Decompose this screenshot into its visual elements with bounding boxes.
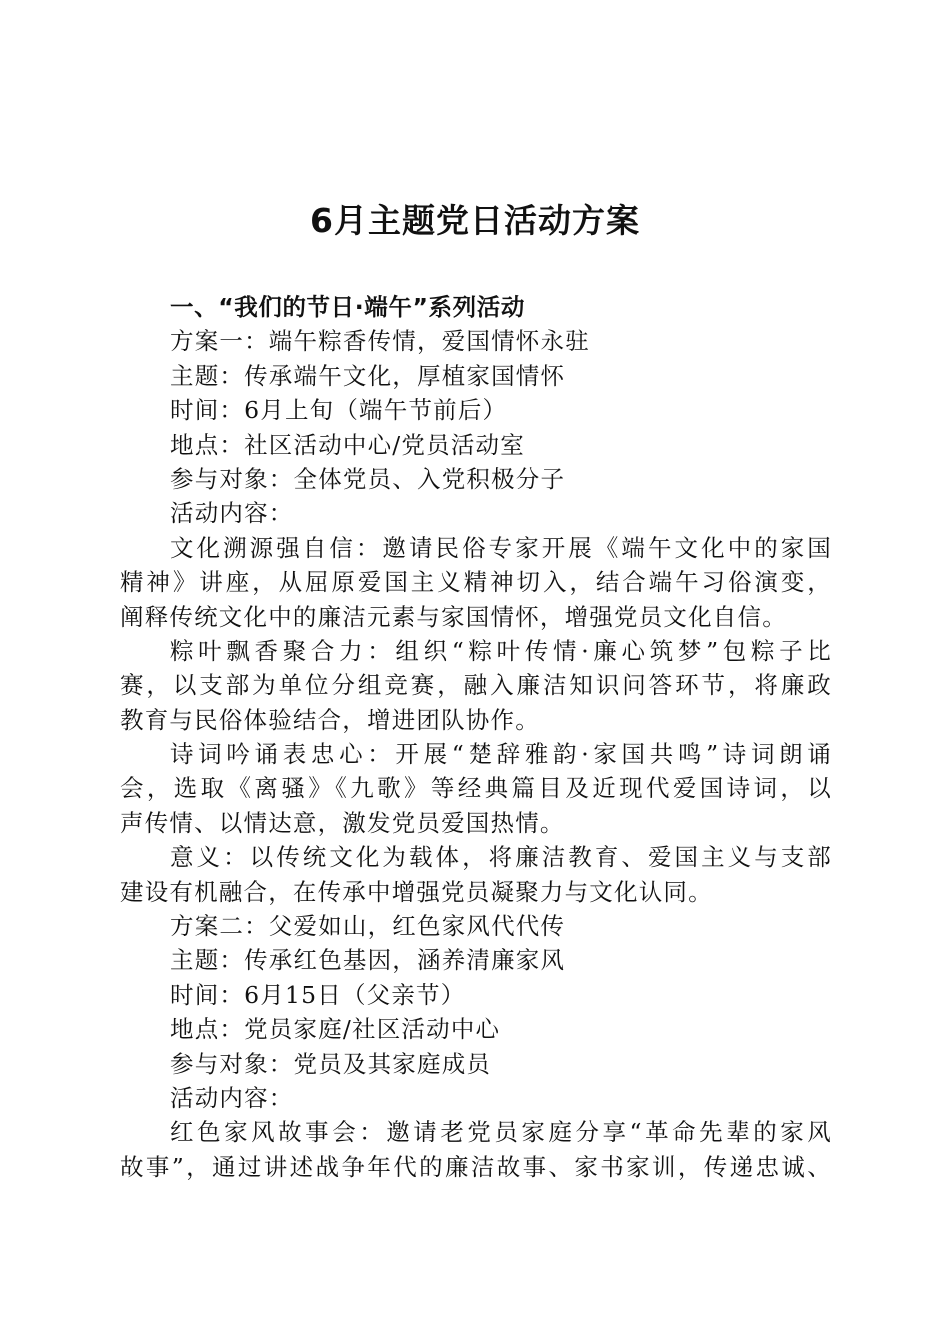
paragraph-line: 文化溯源强自信：邀请民俗专家开展《端午文化中的家国 — [170, 533, 832, 562]
paragraph-line: 赛，以支部为单位分组竞赛，融入廉洁知识问答环节，将廉政 — [120, 671, 832, 700]
plan-two-title: 方案二：父爱如山，红色家风代代传 — [170, 912, 566, 941]
plan-one-time: 时间：6月上旬（端午节前后） — [170, 396, 508, 425]
paragraph-line: 会，选取《离骚》《九歌》等经典篇目及近现代爱国诗词，以 — [120, 774, 832, 803]
paragraph-line: 教育与民俗体验结合，增进团队协作。 — [120, 705, 540, 734]
page-title: 6月主题党日活动方案 — [310, 201, 640, 240]
paragraph-line: 意义：以传统文化为载体，将廉洁教育、爱国主义与支部 — [170, 843, 832, 872]
paragraph-line: 故事”，通过讲述战争年代的廉洁故事、家书家训，传递忠诚、 — [120, 1152, 832, 1181]
plan-one-participants: 参与对象：全体党员、入党积极分子 — [170, 464, 566, 493]
paragraph-line: 粽叶飘香聚合力：组织“粽叶传情·廉心筑梦”包粽子比 — [170, 636, 832, 665]
plan-one-theme: 主题：传承端午文化，厚植家国情怀 — [170, 361, 566, 390]
plan-two-content-label: 活动内容： — [170, 1083, 294, 1112]
plan-one-title: 方案一：端午粽香传情，爱国情怀永驻 — [170, 327, 590, 356]
plan-two-location: 地点：党员家庭/社区活动中心 — [170, 1015, 501, 1044]
plan-one-content-label: 活动内容： — [170, 499, 294, 528]
paragraph-line: 精神》讲座，从屈原爱国主义精神切入，结合端午习俗演变， — [120, 568, 832, 597]
paragraph-line: 阐释传统文化中的廉洁元素与家国情怀，增强党员文化自信。 — [120, 602, 787, 631]
plan-two-theme: 主题：传承红色基因，涵养清廉家风 — [170, 946, 566, 975]
paragraph-line: 红色家风故事会：邀请老党员家庭分享“革命先辈的家风 — [170, 1118, 832, 1147]
plan-one-location: 地点：社区活动中心/党员活动室 — [170, 430, 525, 459]
paragraph-line: 建设有机融合，在传承中增强党员凝聚力与文化认同。 — [120, 877, 713, 906]
paragraph-line: 声传情、以情达意，激发党员爱国热情。 — [120, 808, 565, 837]
section-heading: 一、“我们的节日·端午”系列活动 — [170, 293, 525, 321]
plan-two-time: 时间：6月15日（父亲节） — [170, 980, 466, 1009]
document-body — [120, 290, 832, 1184]
plan-two-participants: 参与对象：党员及其家庭成员 — [170, 1049, 492, 1078]
paragraph-line: 诗词吟诵表忠心：开展“楚辞雅韵·家国共鸣”诗词朗诵 — [170, 740, 832, 769]
